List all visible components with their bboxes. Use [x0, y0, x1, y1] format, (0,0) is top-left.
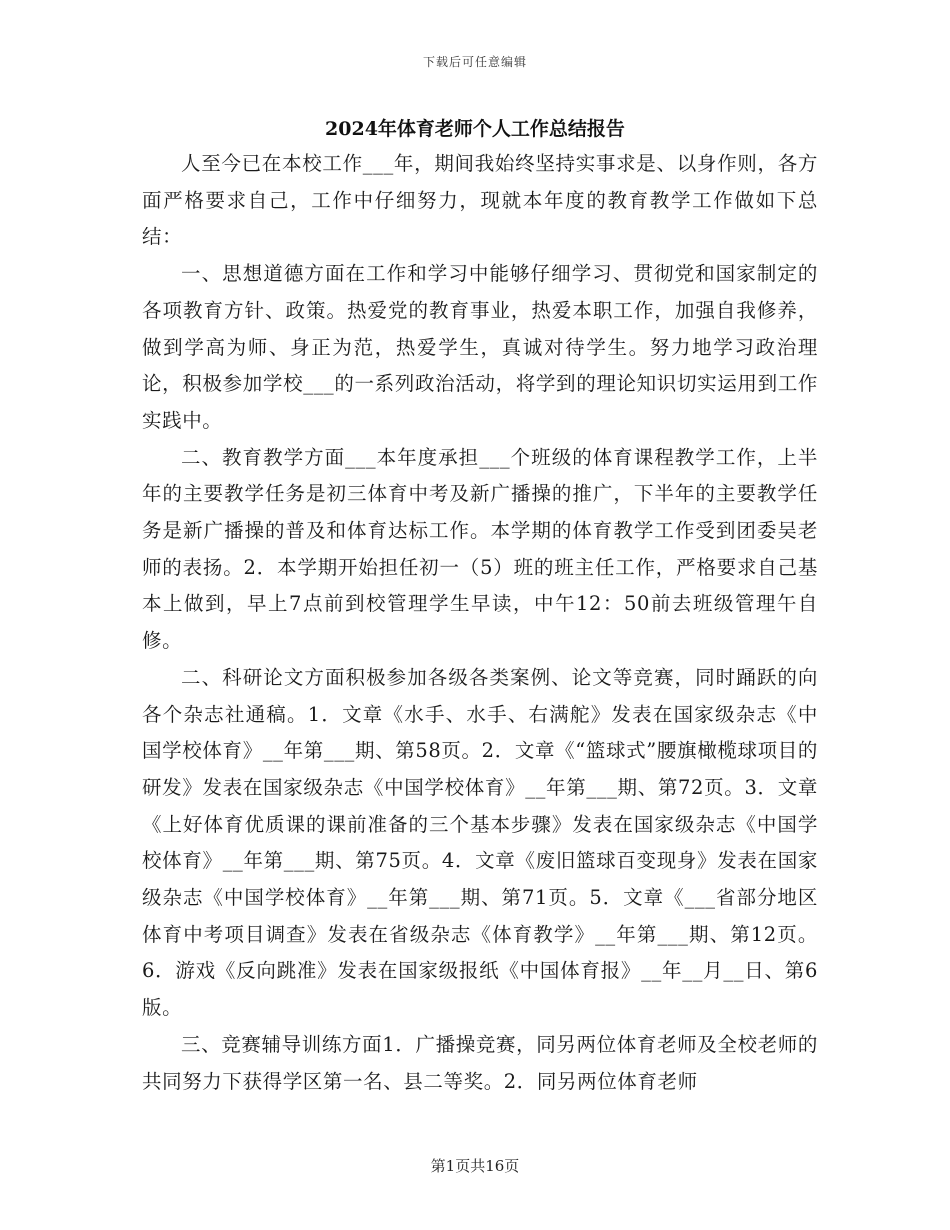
- page-footer: 第1页共16页: [430, 1157, 520, 1175]
- paragraph-teaching: 二、教育教学方面___本年度承担___个班级的体育课程教学工作，上半年的主要教学任务是初三体育中考及新广播操的推广，下半年的主要教学任务是新广播操的普及和体育达标工作。本学期的体育教学工作受到团委吴老师的表扬。2．本学期开始担任初一（5）班的班主任工作，严格要求自己基本上做到，早上7点前到校管理学生早读，中午12：50前去班级管理午自修。: [142, 445, 818, 653]
- paragraph-moral: 一、思想道德方面在工作和学习中能够仔细学习、贯彻党和国家制定的各项教育方针、政策。热爱党的教育事业，热爱本职工作，加强自我修养，做到学高为师、身正为范，热爱学生，真诚对待学生。努力地学习政治理论，积极参加学校___的一系列政治活动，将学到的理论知识切实运用到工作实践中。: [142, 262, 818, 432]
- paragraph-intro: 人至今已在本校工作___年，期间我始终坚持实事求是、以身作则，各方面严格要求自己，工作中仔细努力，现就本年度的教育教学工作做如下总结：: [142, 152, 818, 249]
- document-title: 2024年体育老师个人工作总结报告: [325, 118, 625, 140]
- paragraph-competition: 三、竞赛辅导训练方面1．广播操竞赛，同另两位体育老师及全校老师的共同努力下获得学区第一名、县二等奖。2．同另两位体育老师: [142, 1032, 818, 1093]
- document-body: [142, 146, 818, 1100]
- header-note: 下载后可任意编辑: [422, 55, 527, 69]
- paragraph-research: 二、科研论文方面积极参加各级各类案例、论文等竞赛，同时踊跃的向各个杂志社通稿。1．文章《水手、水手、右满舵》发表在国家级杂志《中国学校体育》__年第___期、第58页。2．文章《“篮球式”腰旗橄榄球项目的研发》发表在国家级杂志《中国学校体育》__年第___期、第72页。3．文章《上好体育优质课的课前准备的三个基本步骤》发表在国家级杂志《中国学校体育》__年第___期、第75页。4．文章《废旧篮球百变现身》发表在国家级杂志《中国学校体育》__年第___期、第71页。5．文章《___省部分地区体育中考项目调查》发表在省级杂志《体育教学》__年第___期、第12页。6．游戏《反向跳准》发表在国家级报纸《中国体育报》__年__月__日、第6版。: [142, 665, 818, 1020]
